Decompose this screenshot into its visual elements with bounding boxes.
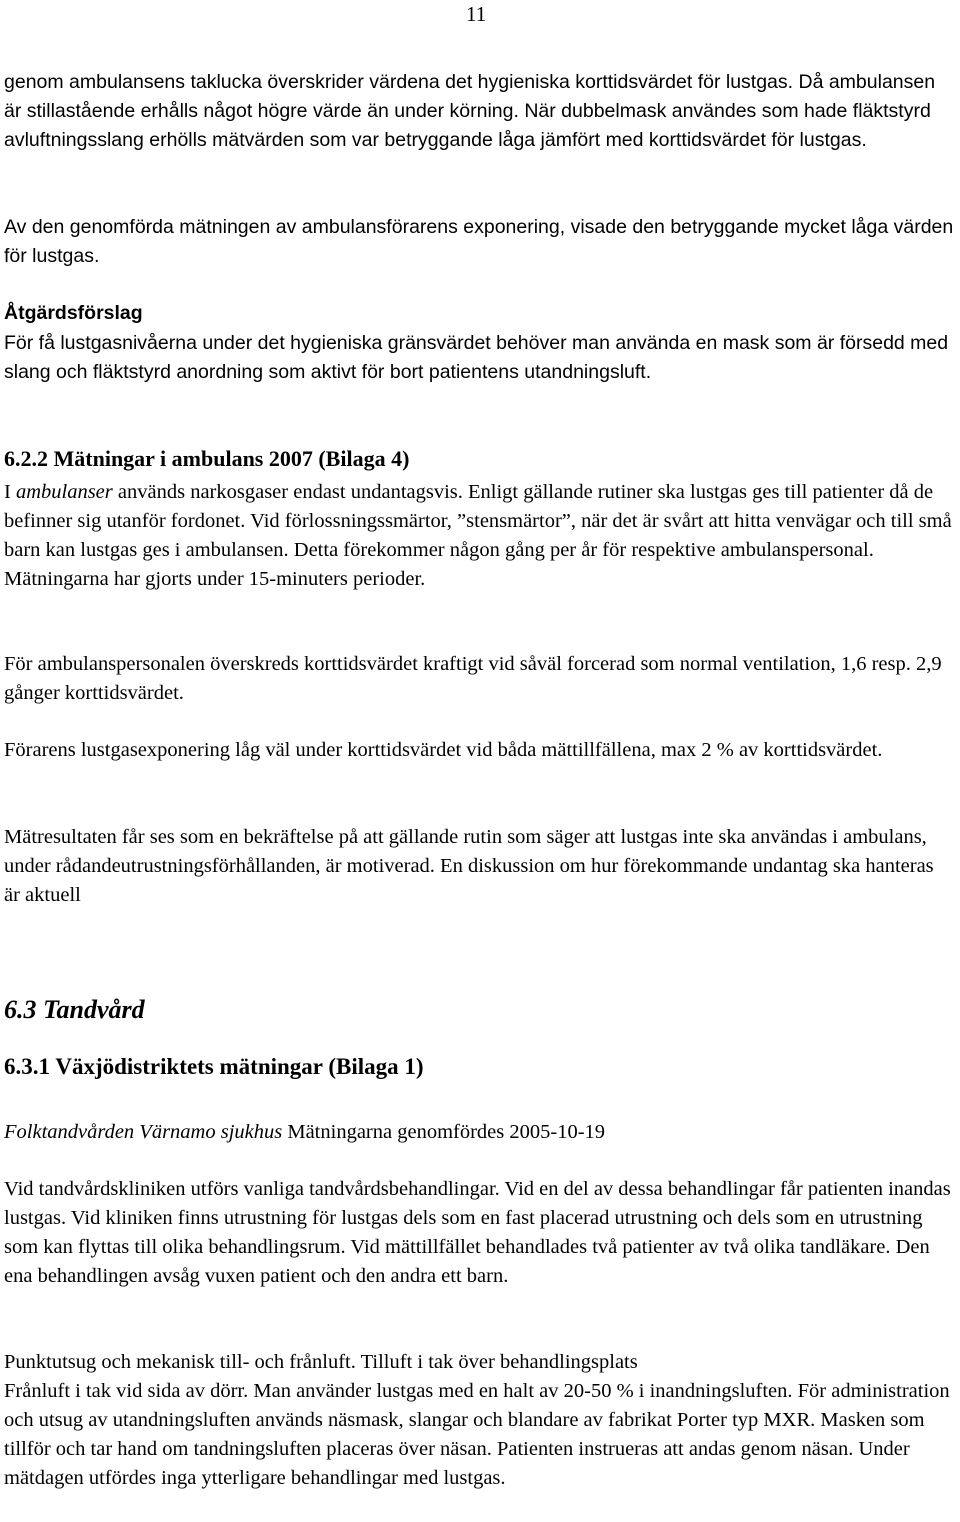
section-622-paragraph-4: Mätresultaten får ses som en bekräftelse på att gällande rutin som säger att lustgas inte ska användas i ambulans, under rådandeutrustningsförhållanden, är motiverad. En diskussion om hur förekommande undantag ska hanteras är aktuell xyxy=(4,826,934,906)
ambulance-paragraph-2: Av den genomförda mätningen av ambulansförarens exponering, visade den betryggande mycket låga värden för lustgas. xyxy=(4,216,954,267)
section-622-paragraph-2: För ambulanspersonalen överskreds korttidsvärdet kraftigt vid såväl forcerad som normal ventilation, 1,6 resp. 2,9 gånger korttidsvärdet. xyxy=(4,653,942,704)
page-number: 11 xyxy=(466,2,487,26)
section-622-paragraph-1 xyxy=(4,478,954,594)
clinic-line xyxy=(4,1118,954,1147)
action-heading: Åtgärdsförslag xyxy=(4,302,143,324)
section-631-heading: 6.3.1 Växjödistriktets mätningar (Bilaga 1) xyxy=(4,1054,424,1079)
section-631-paragraph-1: Vid tandvårdskliniken utförs vanliga tandvårdsbehandlingar. Vid en del av dessa behandlingar får patienten inandas lustgas. Vid kliniken finns utrustning för lustgas dels som en fast placerad utrustning och dels som en utrustning som kan flyttas till olika behandlingsrum. Vid mättillfället behandlades två patienter av två olika tandläkare. Den ena behandlingen avsåg vuxen patient och den andra ett barn. xyxy=(4,1178,951,1287)
para-rest: används narkosgaser endast undantagsvis. Enligt gällande rutiner ska lustgas ges till patienter då de befinner sig utanför fordonet. Vid förlossningssmärtor, ”stensmärtor”, när det är svårt att hitta venvägar och till små barn kan lustgas ges i ambulansen. Detta förekommer någon gång per år för respektive ambulanspersonal. Mätningarna har gjorts under 15-minuters perioder. xyxy=(4,481,952,590)
section-631-paragraph-2-rest: Frånluft i tak vid sida av dörr. Man använder lustgas med en halt av 20-50 % i inandningsluften. För administration och utsug av utandningsluften används näsmask, slangar och blandare av fabrikat Porter typ MXR. Masken som tillför och tar hand om tandningsluften placeras över näsan. Patienten instrueras att andas genom näsan. Under mätdagen utfördes inga ytterligare behandlingar med lustgas. xyxy=(4,1380,950,1489)
section-622-paragraph-3: Förarens lustgasexponering låg väl under korttidsvärdet vid båda mättillfällena, max 2 % av korttidsvärdet. xyxy=(4,739,883,761)
section-631-paragraph-2-line-1: Punktutsug och mekanisk till- och frånluft. Tilluft i tak över behandlingsplats xyxy=(4,1351,638,1373)
section-63-heading: 6.3 Tandvård xyxy=(4,995,145,1024)
ambulance-paragraph-1: genom ambulansens taklucka överskrider värdena det hygieniska korttidsvärdet för lustgas. Då ambulansen är stillastående erhålls något högre värde än under körning. När dubbelmask användes som hade fläktstyrd avluftningsslang erhölls mätvärden som var betryggande låga jämfört med korttidsvärdet för lustgas. xyxy=(4,71,936,151)
clinic-date-text: Mätningarna genomfördes 2005-10-19 xyxy=(282,1121,606,1143)
para-italic-term: ambulanser xyxy=(15,481,113,503)
para-prefix: I xyxy=(4,481,16,503)
section-622-heading: 6.2.2 Mätningar i ambulans 2007 (Bilaga 4) xyxy=(4,446,410,471)
action-paragraph: För få lustgasnivåerna under det hygieniska gränsvärdet behöver man använda en mask som är försedd med slang och fläktstyrd anordning som aktivt för bort patientens utandningsluft. xyxy=(4,332,949,383)
clinic-name: Folktandvården Värnamo sjukhus xyxy=(4,1121,283,1143)
